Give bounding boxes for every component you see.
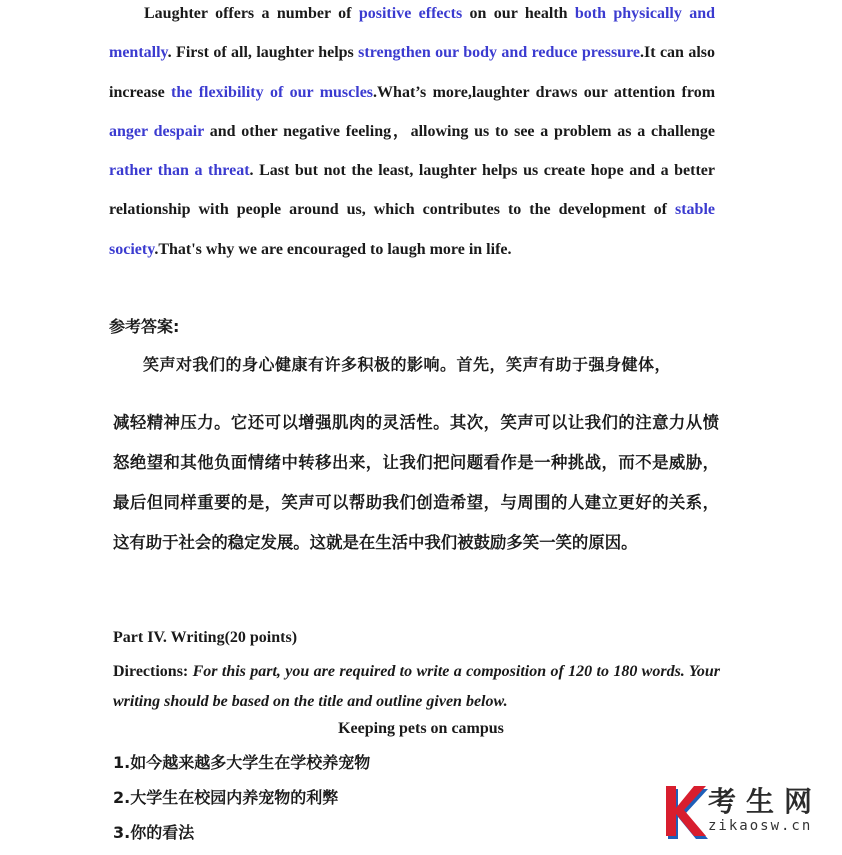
text-span: and other negative feeling，allowing us to see a problem as a challenge (203, 122, 715, 140)
highlighted-phrase: the flexibility of our muscles (171, 83, 374, 101)
text-span: . First of all, laughter helps (167, 44, 359, 62)
highlighted-phrase: stable society (109, 201, 715, 258)
text-span: Laughter offers a number of (144, 5, 359, 22)
logo-url-text: zikaosw.cn (708, 818, 813, 834)
highlighted-phrase: both physically and mentally (109, 5, 716, 62)
chinese-translation-paragraph: 减轻精神压力。它还可以增强肌肉的灵活性。其次，笑声可以让我们的注意力从愤怒绝望和其他负面情绪中转移出来，让我们把问题看作是一种挑战，而不是威胁，最后但同样重要的是，笑声可以帮助我们创造希望，与周围的人建立更好的关系，这有助于社会的稳定发展。这就是在生活中我们被鼓励多笑一笑的原因。 (113, 413, 719, 552)
chinese-translation-first-line: 笑声对我们的身心健康有许多积极的影响。首先，笑声有助于强身健体， (143, 355, 672, 374)
k-logo-icon (660, 778, 710, 840)
logo-chinese-text: 考生网 (708, 785, 823, 818)
text-span: .It can also increase (109, 44, 716, 101)
text-span: . Last but not the least, laughter helps us create hope and a better relationship with people around us, which contributes to the development of (109, 162, 716, 219)
outline-item: 1.如今越来越多大学生在学校养宠物 (113, 753, 371, 772)
highlighted-phrase: strengthen our body and reduce pressure (358, 44, 640, 62)
composition-title: Keeping pets on campus (338, 720, 504, 737)
site-logo (660, 778, 832, 840)
directions-text: For this part, you are required to write a composition of 120 to 180 words. Your writing should be based on the title and outline given below. (113, 663, 720, 710)
outline-list (113, 750, 370, 855)
text-span: on our health (462, 5, 575, 22)
text-span: .What’s more,laughter draws our attention from (373, 83, 716, 101)
english-paragraph (109, 0, 715, 269)
highlighted-phrase: positive effects (358, 5, 463, 22)
highlighted-phrase: rather than a threat (109, 162, 250, 180)
outline-item: 2.大学生在校园内养宠物的利弊 (113, 788, 339, 807)
directions (113, 657, 720, 717)
text-span: .That's why we are encouraged to laugh more in life. (154, 240, 512, 258)
highlighted-phrase: anger despair (109, 122, 204, 140)
section-title: Part IV. Writing(20 points) (113, 629, 298, 646)
reference-answer-label: 参考答案: (109, 317, 180, 336)
directions-label: Directions: (113, 663, 189, 680)
outline-item: 3.你的看法 (113, 823, 195, 842)
